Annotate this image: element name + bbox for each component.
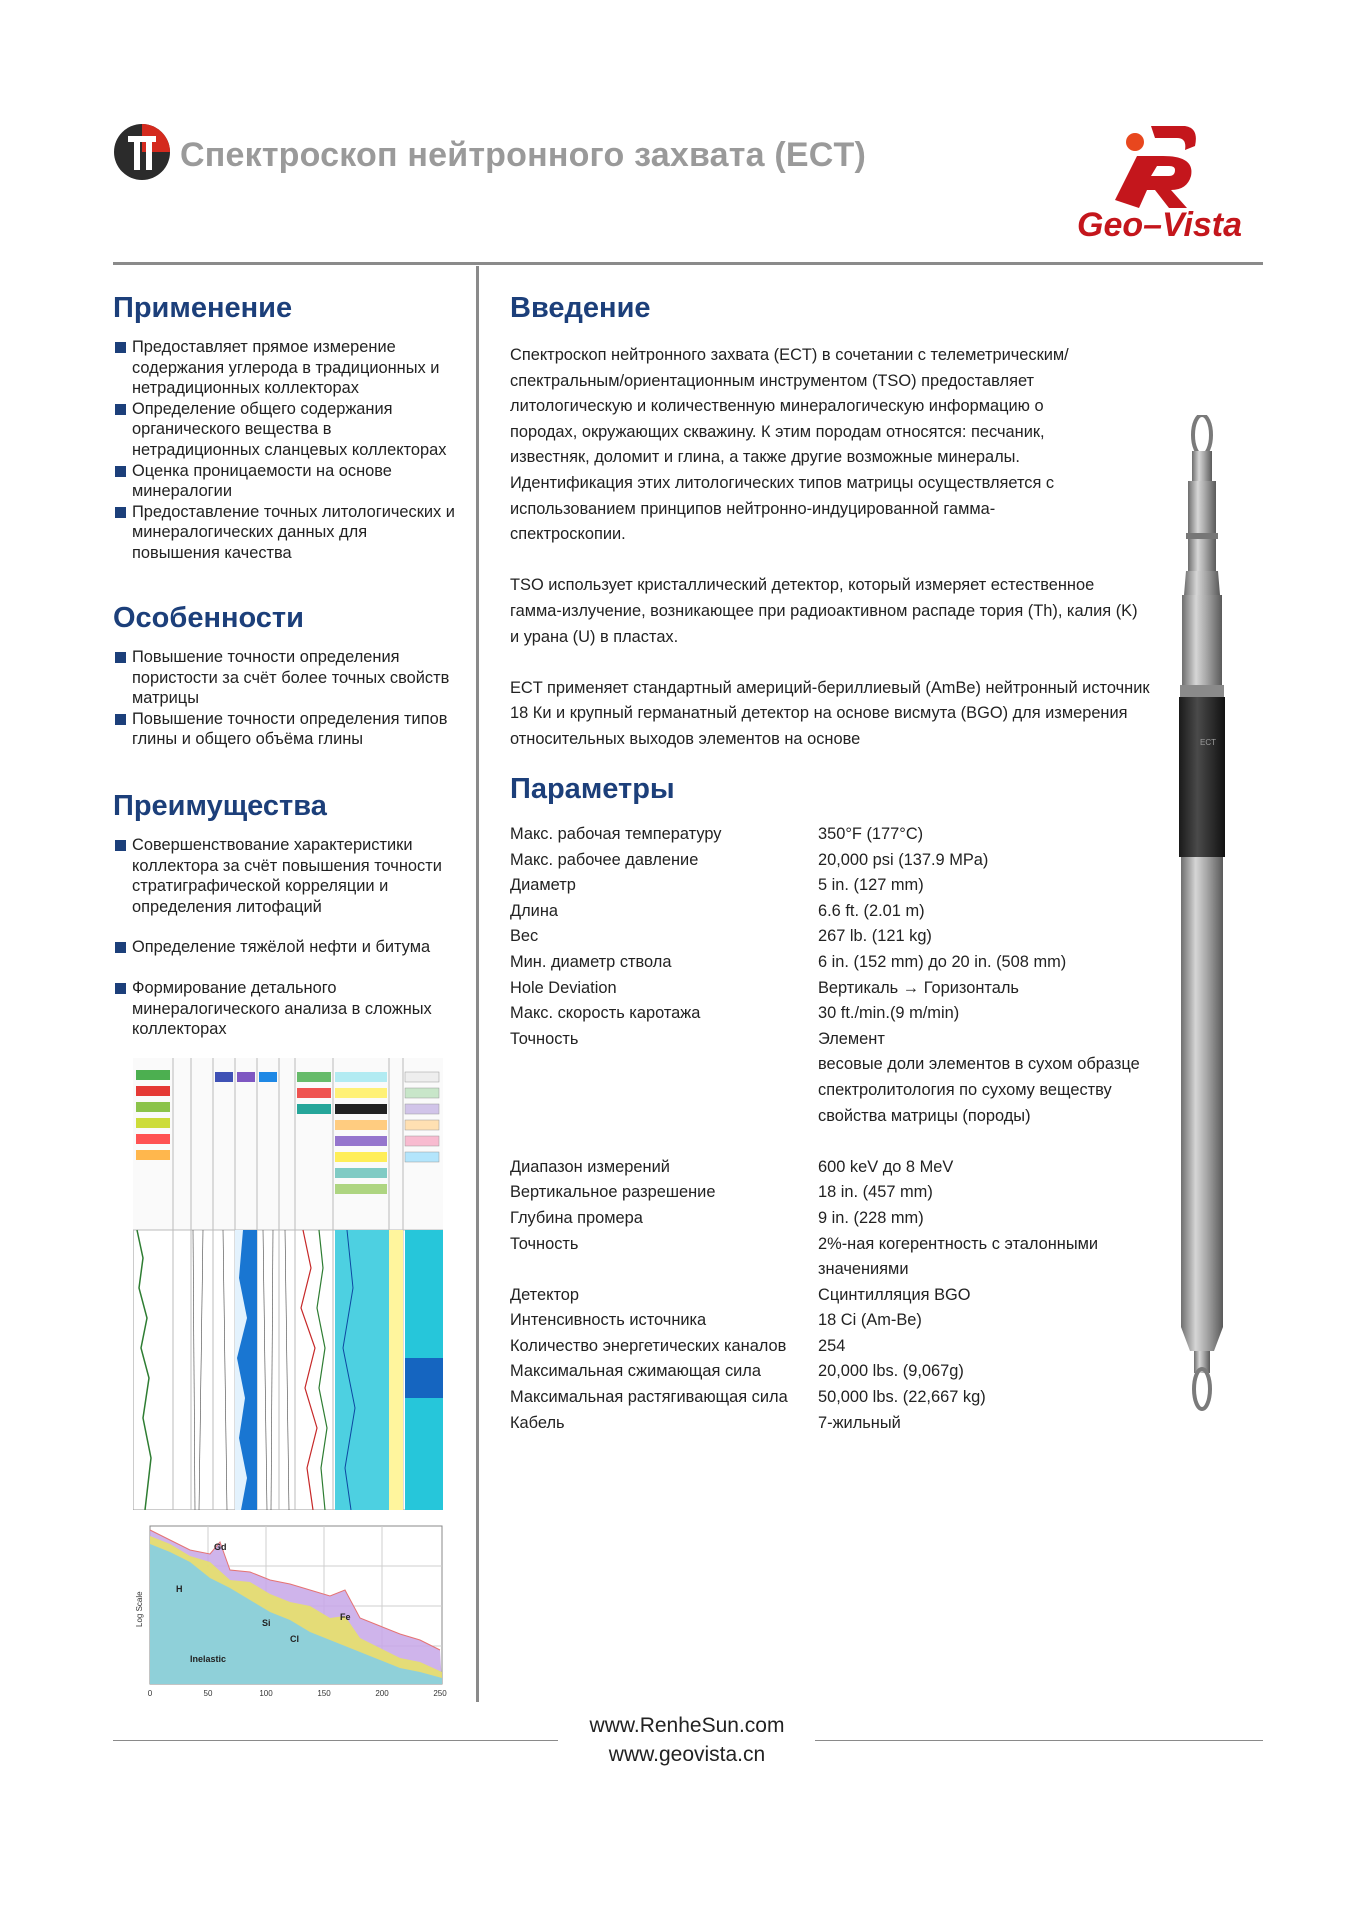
param-value: весовые доли элементов в сухом образце [818,1055,1140,1074]
well-log-figure [133,1058,443,1510]
param-name [510,1257,818,1283]
param-name [510,1052,818,1078]
param-name: Точность [510,1234,579,1253]
table-row [510,924,1168,950]
application-list [113,337,458,564]
footer-link-geovista[interactable]: www.geovista.cn [608,1743,766,1766]
table-row [510,950,1168,976]
param-name: Мин. диаметр ствола [510,952,672,971]
table-row [510,899,1168,925]
table-row [510,848,1168,874]
introduction-heading: Введение [510,292,651,324]
param-name [510,1104,818,1130]
footer-divider-right [815,1740,1263,1741]
param-value: 6.6 ft. (2.01 m) [818,901,925,920]
table-row [510,1334,1168,1360]
intro-paragraph: TSO использует кристаллический детектор, который измеряет естественное гамма-излучение, возникающее при радиоактивном распаде тория (Th), калия (K) и урана (U) в пластах. [510,576,1138,646]
spectrum-label-inelastic: Inelastic [190,1654,227,1664]
param-value: 350°F (177°C) [818,825,924,843]
list-item: Совершенствование характеристики коллектора за счёт повышения точности стратиграфической корреляции и определения литофаций [113,835,458,917]
spectrum-label-gd: Gd [214,1542,227,1552]
table-row [510,873,1168,899]
x-tick: 200 [375,1689,389,1698]
introduction-section [510,292,1150,753]
table-row [510,1180,1168,1206]
param-value: Сцинтилляция BGO [818,1285,971,1304]
param-value: 267 lb. (121 kg) [818,927,932,946]
parameters-heading: Параметры [510,773,675,805]
param-name: Hole Deviation [510,978,617,997]
spectrum-figure [130,1522,448,1704]
ect-tool-image [1170,415,1235,1415]
param-value: 9 in. (228 mm) [818,1208,924,1227]
application-section [113,292,458,564]
param-name: Интенсивность источника [510,1311,707,1330]
param-name: Макс. рабочее давление [510,850,699,869]
table-row [510,1001,1168,1027]
param-name: Количество энергетических каналов [510,1336,787,1355]
list-item: Определение тяжёлой нефти и битума [113,937,458,958]
table-row [510,1232,1168,1258]
param-name: Максимальная растягивающая сила [510,1388,788,1407]
advantages-section [113,790,458,1040]
features-heading: Особенности [113,602,304,634]
param-name: Диаметр [510,876,576,895]
parameters-table [510,822,1168,1436]
x-tick: 50 [203,1689,213,1698]
table-row [510,1155,1168,1181]
table-row [510,1283,1168,1309]
renhesun-logo-icon [112,122,172,182]
table-row [510,1308,1168,1334]
footer-link-renhesun[interactable]: www.RenheSun.com [589,1714,785,1737]
brand-name: Geo–Vista [1077,206,1243,244]
param-name [510,1078,818,1104]
param-value: спектролитология по сухому веществу [818,1080,1112,1099]
param-value: 5 in. (127 mm) [818,876,924,895]
param-name: Глубина промера [510,1208,643,1227]
table-row [510,1206,1168,1232]
header-divider [113,262,1263,265]
table-row [510,1411,1168,1437]
list-item: Формирование детального минералогического анализа в сложных коллекторах [113,978,458,1040]
list-item: Предоставление точных литологических и минералогических данных для повышения качества [113,502,458,564]
features-section [113,602,458,750]
param-name: Вес [510,927,539,946]
param-value: 50,000 lbs. (22,667 kg) [818,1388,986,1407]
list-item: Повышение точности определения пористости за счёт более точных свойств матрицы [113,647,458,709]
list-item: Определение общего содержания органического вещества в нетрадиционных сланцевых коллекторах [113,399,458,461]
list-item: Предоставляет прямое измерение содержания углерода в традиционных и нетрадиционных коллекторах [113,337,458,399]
intro-paragraph: ECT применяет стандартный америций-бериллиевый (AmBe) нейтронный источник 18 Ки и крупный германатный детектор на основе висмута (BGO) для измерения относительных выходов элементов на основе [510,678,1150,748]
param-value: 20,000 lbs. (9,067g) [818,1362,964,1381]
param-name: Макс. рабочая температуру [510,825,722,843]
spectrum-label-h: H [176,1584,183,1594]
table-spacer-cell [510,1129,1168,1155]
table-row [510,1385,1168,1411]
param-value: значениями [818,1260,909,1279]
x-tick: 150 [317,1689,331,1698]
param-value: 7-жильный [818,1413,901,1432]
table-row [510,822,1168,848]
param-name: Максимальная сжимающая сила [510,1362,761,1381]
table-row [510,976,1168,1002]
param-name: Диапазон измерений [510,1157,670,1176]
table-row [510,1078,1168,1104]
param-value: Элемент [818,1029,885,1048]
page-title: Спектроскоп нейтронного захвата (ECT) [180,136,866,174]
param-value: 254 [818,1336,846,1355]
param-value: свойства матрицы (породы) [818,1106,1031,1125]
param-value: 6 in. (152 mm) до 20 in. (508 mm) [818,952,1067,971]
param-value: 18 Ci (Am-Be) [818,1311,922,1330]
parameters-section [510,773,1190,1436]
list-item: Повышение точности определения типов глины и общего объёма глины [113,709,458,750]
param-name: Кабель [510,1413,565,1432]
features-list [113,647,458,750]
table-row [510,1027,1168,1053]
advantages-heading: Преимущества [113,790,327,822]
list-item: Оценка проницаемости на основе минералогии [113,461,458,502]
x-tick: 250 [433,1689,447,1698]
spectrum-label-si: Si [262,1618,271,1628]
param-value: 2%-ная когерентность с эталонными [818,1234,1099,1253]
spectrum-label-cl: Cl [290,1634,299,1644]
application-heading: Применение [113,292,293,324]
param-name: Макс. скорость каротажа [510,1004,701,1023]
geovista-logo [1075,120,1275,250]
param-value: 600 keV до 8 MeV [818,1157,954,1176]
footer-divider-left [113,1740,558,1741]
param-value: 18 in. (457 mm) [818,1183,933,1202]
x-tick: 100 [259,1689,273,1698]
param-name: Детектор [510,1285,580,1304]
intro-paragraph: Спектроскоп нейтронного захвата (ECT) в сочетании с телеметрическим/спектральным/ориентационным инструментом (TSO) предоставляет литологическую и количественную минералогическую информацию о породах, окружающих скважину. К этим породам относятся: песчаник, известняк, доломит и глина, а также другие возможные минералы. Идентификация этих литологических типов матрицы осуществляется с использованием принципов нейтронно-индуцированной гамма-спектроскопии. [510,346,1069,544]
param-name: Точность [510,1029,579,1048]
param-value: Вертикаль → Горизонталь [818,978,1019,997]
param-name: Вертикальное разрешение [510,1183,716,1202]
tool-label: ECT [1200,738,1216,747]
x-tick: 0 [147,1689,153,1698]
column-divider [476,266,479,1702]
table-spacer [510,1129,1168,1155]
param-name: Длина [510,901,558,920]
table-row [510,1052,1168,1078]
table-row [510,1257,1168,1283]
param-value: 30 ft./min.(9 m/min) [818,1004,960,1023]
spectrum-ylabel: Log Scale [135,1591,144,1627]
advantages-list [113,835,458,1040]
spectrum-label-fe: Fe [340,1612,351,1622]
table-row [510,1104,1168,1130]
table-row [510,1359,1168,1385]
param-value: 20,000 psi (137.9 MPa) [818,850,989,869]
